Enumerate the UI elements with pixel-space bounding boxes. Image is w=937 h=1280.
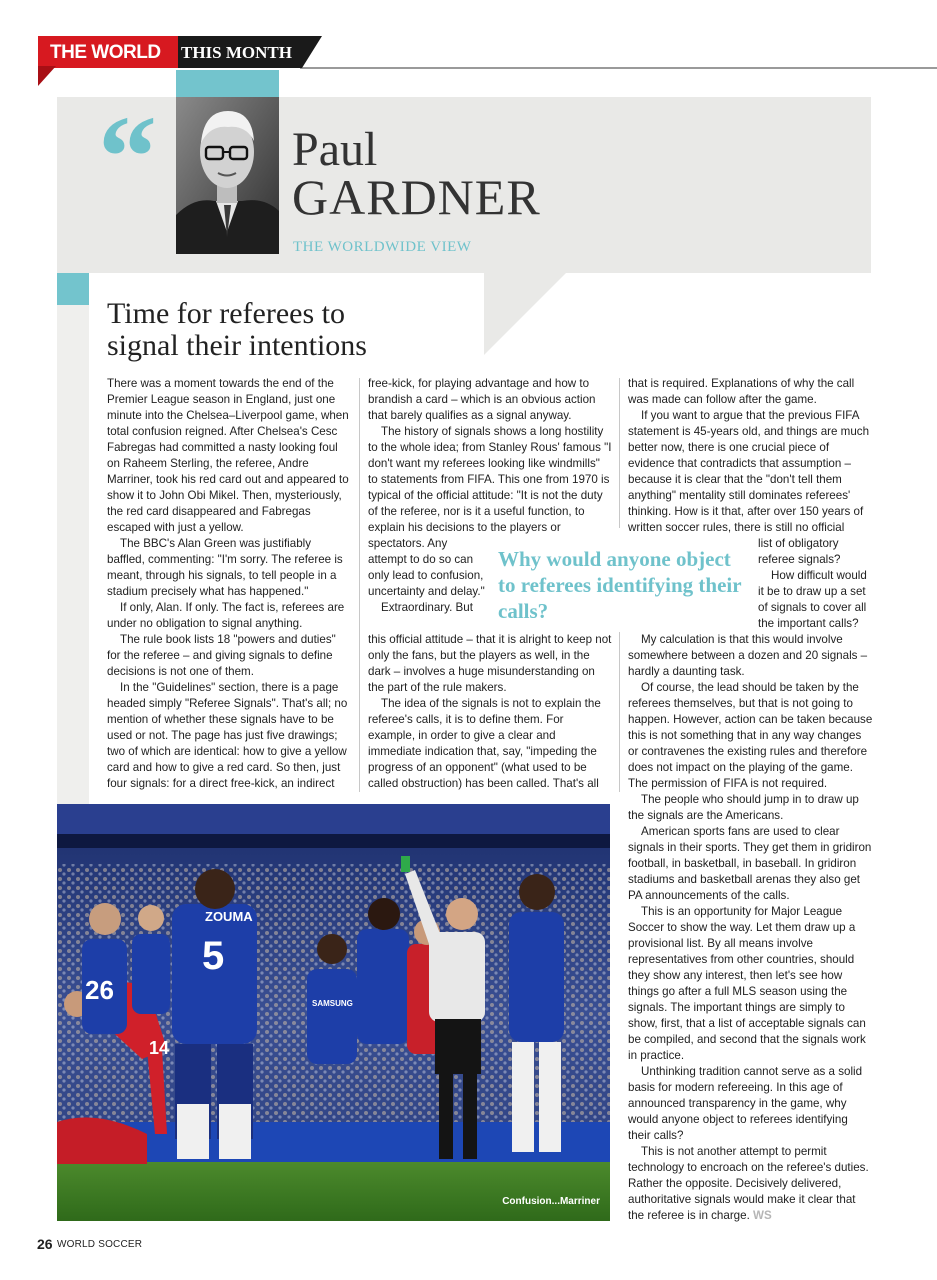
body-column-2-narrow — [368, 536, 486, 616]
headline-line-2: signal their intentions — [107, 329, 367, 362]
columnist-band-pointer — [484, 273, 566, 355]
paragraph: spectators. Any attempt to do so can only lead to confusion, uncertainty and delay." — [368, 537, 485, 598]
section-label: THE WORLD — [50, 42, 161, 63]
paragraph: If only, Alan. If only. The fact is, referees are under no obligation to signal anything. — [107, 601, 345, 630]
magazine-name: WORLD SOCCER — [57, 1239, 143, 1250]
player-number-26: 26 — [85, 975, 114, 1005]
paragraph: The people who should jump in to draw up the signals are the Americans. — [628, 793, 859, 822]
match-photo-illustration — [57, 804, 610, 1221]
body-column-2-top — [368, 376, 612, 536]
paragraph: American sports fans are used to clear signals in their sports. They get them in gridiron football, in basketball, in baseball. In gridiron stadiums and basketball arenas they also get PA announcements of the calls. — [628, 825, 872, 902]
paragraph: If you want to argue that the previous FIFA statement is 45-years old, and things are much better now, there is one crucial piece of evidence that contradicts that assumption – because it is clear that the "don't tell them anything" mentality still dominates referees' thinking. How is it that, after over 150 years of written soccer rules, there is still no official — [628, 409, 870, 534]
body-column-1 — [107, 376, 350, 792]
subsection-tab-tip — [302, 36, 322, 68]
player-number: 5 — [202, 934, 225, 978]
portrait-accent — [176, 70, 279, 97]
columnist-portrait — [176, 97, 279, 254]
article-headline — [107, 298, 487, 362]
paragraph: that is required. Explanations of why the call was made can follow after the game. — [628, 377, 855, 406]
pull-quote: Why would anyone object to referees identifying their calls? — [498, 547, 742, 623]
paragraph: The history of signals shows a long hostility to the whole idea; from Stanley Rous' famous "I don't want my referees looking like windmills" to statements from FIFA. This one from 1970 is typical of the official attitude: "It is not the duty of the referee, nor is it a useful function, to explain his decisions to the players or — [368, 425, 612, 534]
columnist-first-name: Paul — [292, 123, 378, 176]
paragraph: The idea of the signals is not to explain the referee's calls, it is to define them. For example, in order to give a clear and immediate indication that, say, "impeding the progress of an opponent" (what used to be called obstruction) has been called. That's all — [368, 697, 601, 790]
paragraph: Extraordinary. But — [381, 601, 473, 614]
paragraph: The BBC's Alan Green was justifiably baffled, commenting: "I'm sorry. The referee is meant, through his signals, to tell people in a stadium precisely what has happened." — [107, 537, 343, 598]
header-rule — [300, 67, 937, 69]
paragraph: list of obligatory referee signals? — [758, 537, 841, 566]
photo-caption: Confusion...Marriner — [502, 1196, 600, 1207]
body-column-2-bottom — [368, 632, 612, 792]
section-tab-tail — [38, 66, 56, 86]
column-rule-2 — [619, 378, 620, 528]
body-column-3-bottom — [628, 632, 873, 1224]
paragraph: free-kick, for playing advantage and how to brandish a card – which is an obvious action that barely qualifies as a signal anyway. — [368, 377, 596, 422]
paragraph: My calculation is that this would involve somewhere between a dozen and 20 signals – hardly a daunting task. — [628, 633, 868, 678]
body-column-3-narrow — [758, 536, 873, 632]
paragraph: Unthinking tradition cannot serve as a solid basis for modern refereeing. In this age of announced transparency in the game, why would anyone object to referees identifying their calls? — [628, 1065, 863, 1142]
player-name: ZOUMA — [205, 909, 253, 924]
column-rule-2b — [619, 632, 620, 792]
article-marker — [57, 273, 89, 305]
paragraph: In the "Guidelines" section, there is a page headed simply "Referee Signals". That's all; no mention of whether these signals have to be used or not. The page has just five drawings; two of which are identical: how to give a yellow card and how to give a red card. So then, just four signals: for a direct free-kick, an indirect — [107, 681, 348, 790]
columnist-last-name: GARDNER — [292, 169, 541, 225]
subsection-label: THIS MONTH — [181, 43, 292, 62]
article-side-strip — [57, 305, 89, 805]
paragraph: The rule book lists 18 "powers and duties" for the referee – and giving signals to define decisions is not one of them. — [107, 633, 336, 678]
match-photo — [57, 804, 610, 1221]
page-number: 26 — [37, 1236, 53, 1252]
quote-mark-icon: “ — [98, 91, 157, 222]
paragraph — [628, 1144, 873, 1224]
paragraph: There was a moment towards the end of the Premier League season in England, just one minute into the Chelsea–Liverpool game, when total confusion reigned. After Chelsea's Cesc Fabregas had committed a nasty looking foul on Raheem Sterling, the referee, Andre Marriner, took his red card out and appeared to show it to John Obi Mikel. Then, mysteriously, the red card disappeared and Fabregas escaped with just a yellow. — [107, 377, 349, 534]
sponsor-text: SAMSUNG — [312, 999, 353, 1008]
paragraph: How difficult would it be to draw up a set of signals to cover all the important calls? — [758, 569, 867, 630]
body-column-3-top — [628, 376, 873, 536]
paragraph: Of course, the lead should be taken by the referees themselves, but that is not going to happen. However, action can be taken because this is not something that in any way changes or contravenes the existing rules and therefore does not impact on the playing of the game. The permission of FIFA is not required. — [628, 681, 873, 790]
column-rule-1 — [359, 378, 360, 792]
column-tagline: THE WORLDWIDE VIEW — [293, 239, 472, 255]
player-number-14: 14 — [149, 1038, 170, 1058]
paragraph: this official attitude – that it is alright to keep not only the fans, but the players as well, in the dark – involves a huge misunderstanding on the part of the rule makers. — [368, 633, 612, 694]
paragraph-text: This is not another attempt to permit technology to encroach on the referee's duties. Rather the opposite. Decisively delivered, authoritative signals would make it clear that the referee is in charge. — [628, 1145, 869, 1222]
headline-line-1: Time for referees to — [107, 297, 345, 330]
end-mark: WS — [753, 1209, 772, 1222]
paragraph: This is an opportunity for Major League Soccer to show the way. Let them draw up a provisional list. By all means involve representatives from other countries, should they show any interest, then let's see how things go after a full MLS season using the signals. The important things are simply to show, first, that a list of acceptable signals can be compiled, and second that the signals work in practice. — [628, 905, 866, 1062]
